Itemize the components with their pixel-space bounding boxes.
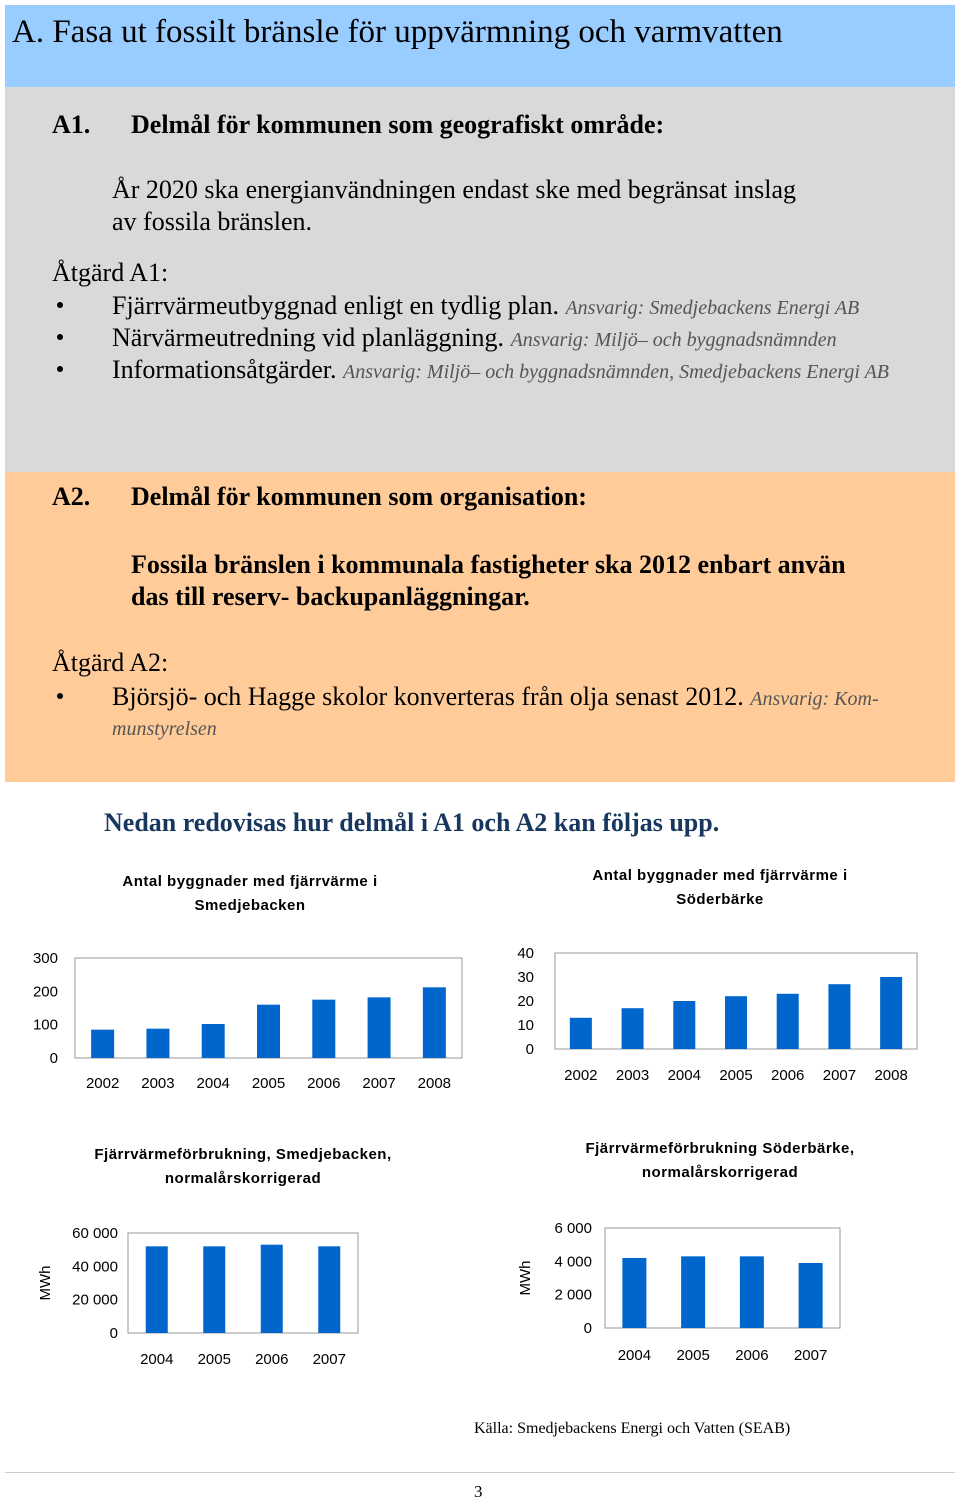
chart-title-line: Smedjebacken — [194, 897, 306, 914]
action-responsible: Ansvarig: Kom- — [750, 688, 879, 710]
x-tick-label: 2006 — [771, 1067, 805, 1084]
y-tick-label: 0 — [583, 1320, 592, 1337]
bar — [622, 1258, 646, 1328]
bar — [681, 1256, 705, 1328]
y-tick-label: 20 — [517, 993, 534, 1010]
chart-title-line: Antal byggnader med fjärrvärme i — [122, 873, 378, 890]
action-text: Fjärrvärmeutbyggnad enligt en tydlig plan. — [112, 291, 566, 320]
goal-a1-line1: År 2020 ska energianvändningen endast ske med begränsat inslag — [112, 175, 796, 204]
action-text: Närvärmeutredning vid planläggning. — [112, 323, 511, 352]
chart-title-line: Fjärrvärmeförbrukning Söderbärke, — [585, 1140, 855, 1157]
goal-a2-title: Delmål för kommunen som organisation: — [131, 482, 587, 511]
x-tick-label: 2003 — [141, 1075, 175, 1092]
x-tick-label: 2002 — [85, 1075, 120, 1092]
goal-a2-line1: Fossila bränslen i kommunala fastigheter ska 2012 enbart använ — [131, 550, 846, 579]
y-tick-label: 200 — [32, 983, 58, 1001]
x-tick-label: 2007 — [362, 1075, 396, 1092]
y-axis-label: MWh — [37, 1265, 54, 1301]
action-a1-heading: Åtgärd A1: — [52, 258, 169, 287]
y-tick-label: 40 — [517, 945, 534, 962]
x-tick-label: 2005 — [197, 1351, 231, 1368]
y-tick-label: 6 000 — [554, 1220, 592, 1237]
y-tick-label: 40 000 — [72, 1258, 118, 1276]
x-tick-label: 2007 — [793, 1347, 828, 1364]
y-tick-label: 60 000 — [72, 1225, 118, 1242]
chart-title-line: Fjärrvärmeförbrukning, Smedjebacken, — [94, 1146, 392, 1163]
x-tick-label: 2005 — [676, 1347, 710, 1364]
x-tick-label: 2006 — [735, 1347, 769, 1364]
chart-title-line: normalårskorrigerad — [641, 1164, 799, 1181]
action-a2-heading: Åtgärd A2: — [52, 648, 169, 677]
y-tick-label: 0 — [109, 1325, 118, 1342]
action-text: Björsjö- och Hagge skolor konverteras från olja senast 2012. — [112, 682, 751, 711]
x-tick-label: 2004 — [667, 1067, 701, 1084]
x-tick-label: 2005 — [251, 1075, 286, 1092]
x-tick-label: 2008 — [417, 1075, 452, 1092]
y-tick-label: 0 — [525, 1041, 534, 1058]
footer-divider — [5, 1472, 955, 1473]
x-tick-label: 2004 — [196, 1075, 230, 1092]
y-tick-label: 4 000 — [554, 1253, 592, 1271]
page-heading: A. Fasa ut fossilt bränsle för uppvärmning och varmvatten — [12, 14, 783, 50]
x-tick-label: 2002 — [564, 1067, 598, 1084]
y-tick-label: 0 — [49, 1050, 58, 1067]
goal-a1-line2: av fossila bränslen. — [112, 207, 313, 236]
y-tick-label: 2 000 — [554, 1286, 592, 1304]
x-tick-label: 2006 — [255, 1351, 289, 1368]
bar — [740, 1256, 764, 1328]
y-tick-label: 10 — [517, 1017, 534, 1034]
y-tick-label: 30 — [517, 969, 534, 986]
bar — [799, 1263, 823, 1328]
y-tick-label: 20 000 — [72, 1291, 118, 1309]
x-tick-label: 2005 — [719, 1067, 753, 1084]
action-responsible: Ansvarig: Miljö– och byggnadsnämnden — [510, 329, 837, 351]
goal-a1-title: Delmål för kommunen som geografiskt område: — [131, 110, 665, 139]
y-tick-label: 100 — [32, 1016, 58, 1034]
chart-title-line: Söderbärke — [676, 891, 764, 908]
action-responsible-cont: munstyrelsen — [112, 718, 217, 740]
x-tick-label: 2008 — [874, 1067, 908, 1084]
action-text: Informationsåtgärder. — [112, 355, 344, 384]
x-tick-label: 2006 — [307, 1075, 341, 1092]
goal-a2-line2: das till reserv- backupanläggningar. — [131, 582, 530, 611]
action-responsible: Ansvarig: Smedjebackens Energi AB — [565, 297, 860, 319]
summary-heading: Nedan redovisas hur delmål i A1 och A2 kan följas upp. — [104, 808, 720, 837]
x-tick-label: 2003 — [615, 1067, 650, 1084]
page-number: 3 — [474, 1482, 483, 1501]
goal-a2-number: A2. — [52, 482, 91, 511]
chart-title-line: Antal byggnader med fjärrvärme i — [592, 867, 848, 884]
x-tick-label: 2004 — [617, 1347, 652, 1364]
x-tick-label: 2007 — [822, 1067, 857, 1084]
source-note: Källa: Smedjebackens Energi och Vatten (SEAB) — [474, 1420, 791, 1437]
y-tick-label: 300 — [32, 950, 58, 967]
x-tick-label: 2004 — [140, 1351, 174, 1368]
chart-title-line: normalårskorrigerad — [164, 1170, 322, 1187]
goal-a1-number: A1. — [52, 110, 91, 139]
x-tick-label: 2007 — [312, 1351, 346, 1368]
action-responsible: Ansvarig: Miljö– och byggnadsnämnden, Smedjebackens Energi AB — [343, 361, 890, 383]
y-axis-label: MWh — [517, 1260, 534, 1296]
